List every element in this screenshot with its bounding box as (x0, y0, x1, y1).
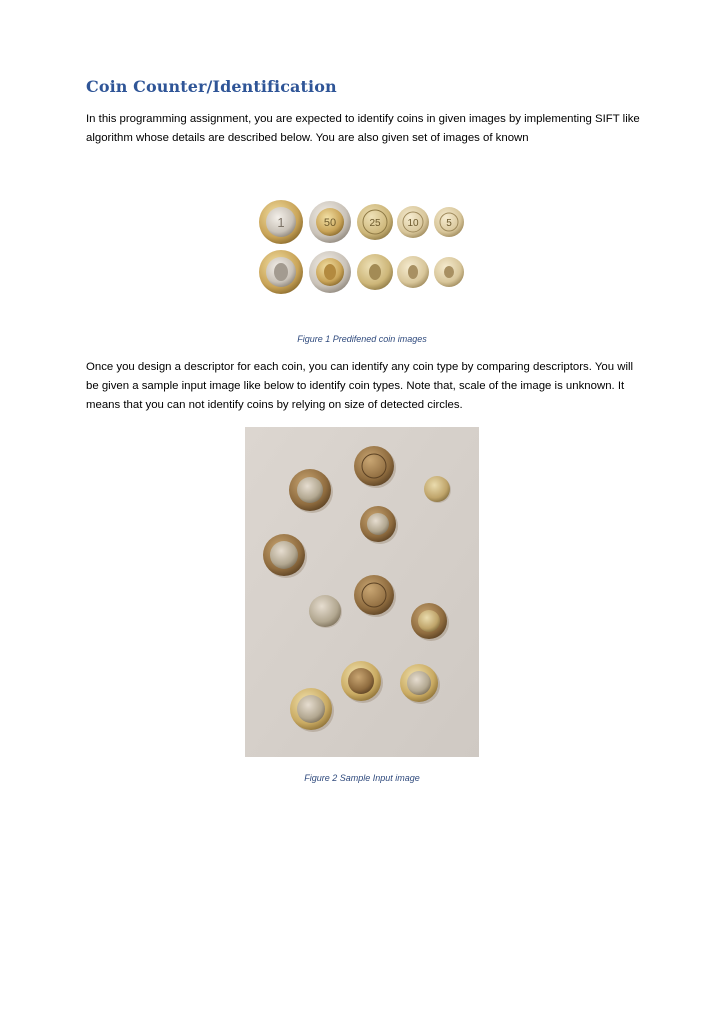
coin-25-kurus-obverse (357, 254, 393, 290)
coin-50-kurus-obverse (309, 251, 351, 293)
coin-5-kurus-obverse (434, 257, 464, 287)
document-title: Coin Counter/Identification (86, 77, 337, 96)
coin-5-kurus-reverse (434, 207, 464, 237)
svg-text:50: 50 (323, 217, 337, 229)
svg-text:25: 25 (369, 218, 381, 229)
coin-10-kurus-reverse (397, 206, 429, 238)
sample-input-figure (245, 427, 479, 757)
svg-text:1: 1 (277, 215, 285, 230)
coin-10-kurus-obverse (397, 256, 429, 288)
predefined-coins-image (255, 196, 470, 296)
coin-1-lira-reverse (259, 200, 303, 244)
svg-text:10: 10 (407, 218, 419, 229)
intro-paragraph: In this programming assignment, you are expected to identify coins in given images by implementing SIFT like algorithm whose details are described below. You are also given set of images of known (86, 113, 640, 144)
sample-input-image (245, 427, 479, 757)
coin-50-kurus-reverse (309, 201, 351, 243)
coin-1-lira-obverse (259, 250, 303, 294)
coin-25-kurus-reverse (357, 204, 393, 240)
figure-1-caption: Figure 1 Predifened coin images (297, 334, 427, 344)
figure-2-caption: Figure 2 Sample Input image (304, 773, 420, 783)
predefined-coins-figure (255, 196, 470, 296)
svg-text:5: 5 (446, 218, 452, 229)
descriptor-paragraph: Once you design a descriptor for each coin, you can identify any coin type by comparing descriptors. You will be given a sample input image like below to identify coin types. Note that, scale of the image is unknown. It means that you can not identify coins by relying on size of detected circles. (86, 361, 634, 411)
